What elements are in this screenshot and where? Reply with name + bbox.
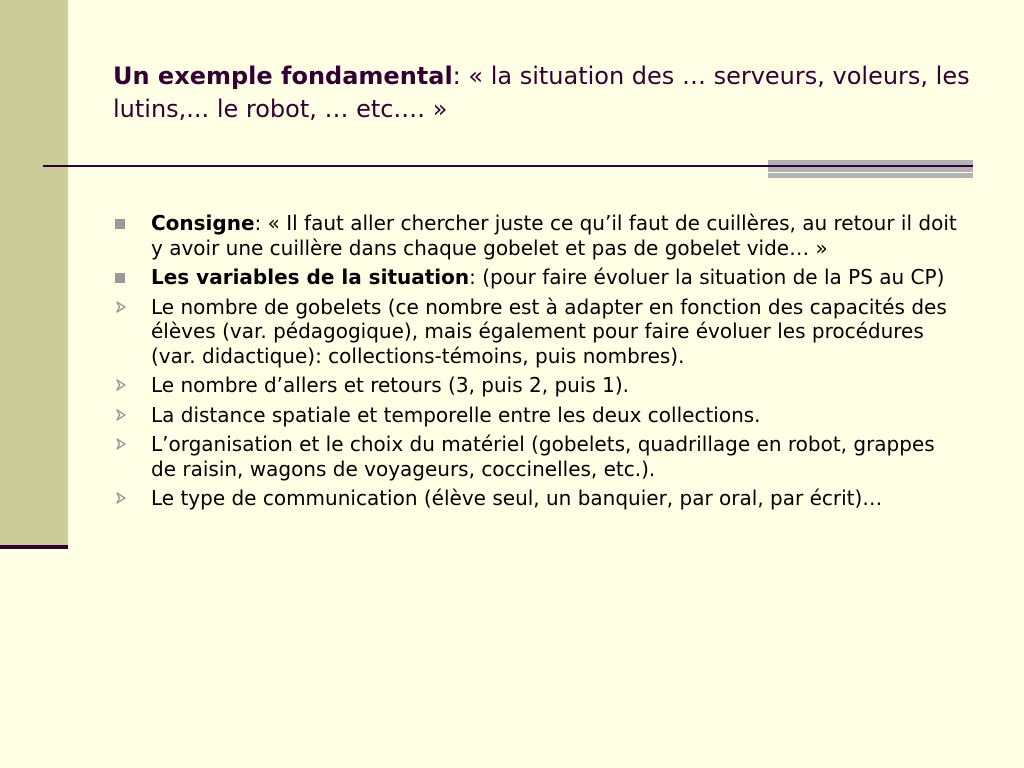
bullet-list bbox=[113, 211, 963, 516]
item-bold-label: Les variables de la situation bbox=[151, 265, 470, 289]
item-text: : (pour faire évoluer la situation de la PS au CP) bbox=[469, 265, 945, 289]
list-item-consigne bbox=[113, 211, 963, 260]
arrow-bullet-icon bbox=[113, 403, 129, 427]
left-decorative-line bbox=[0, 545, 68, 549]
list-item-materiel bbox=[113, 432, 963, 481]
left-decorative-band bbox=[0, 0, 68, 545]
square-bullet-icon bbox=[115, 273, 125, 283]
item-text: : « Il faut aller chercher juste ce qu’il faut de cuillères, au retour il doit y avoir une cuillère dans chaque gobelet et pas de gobelet vide… » bbox=[151, 211, 957, 260]
item-text: L’organisation et le choix du matériel (gobelets, quadrillage en robot, grappes de raisin, wagons de voyageurs, coccinelles, etc.). bbox=[151, 432, 935, 481]
arrow-bullet-icon bbox=[113, 373, 129, 397]
item-text: Le nombre de gobelets (ce nombre est à adapter en fonction des capacités des élèves (var. pédagogique), mais également pour faire évoluer les procédures (var. didactique): collections-témoins, puis nombres). bbox=[151, 294, 947, 368]
list-item-variables bbox=[113, 265, 963, 290]
list-item-allers-retours bbox=[113, 373, 963, 398]
slide-title-rest: : « la situation des … serveurs, voleurs, les lutins,... le robot, … etc.… » bbox=[113, 62, 970, 123]
arrow-bullet-icon bbox=[113, 295, 129, 319]
list-item-distance bbox=[113, 403, 963, 428]
grey-stripes-decoration bbox=[768, 160, 973, 178]
square-bullet-icon bbox=[115, 219, 125, 229]
list-item-communication bbox=[113, 486, 963, 511]
list-item-gobelets bbox=[113, 295, 963, 369]
slide-title bbox=[113, 60, 983, 126]
slide-title-bold: Un exemple fondamental bbox=[113, 62, 453, 90]
grey-stripe bbox=[768, 173, 973, 178]
arrow-bullet-icon bbox=[113, 432, 129, 456]
arrow-bullet-icon bbox=[113, 486, 129, 510]
item-text: Le type de communication (élève seul, un banquier, par oral, par écrit)… bbox=[151, 486, 883, 510]
item-text: Le nombre d’allers et retours (3, puis 2, puis 1). bbox=[151, 373, 630, 397]
grey-stripe bbox=[768, 160, 973, 165]
grey-stripe bbox=[768, 167, 973, 172]
item-text: La distance spatiale et temporelle entre les deux collections. bbox=[151, 402, 761, 427]
item-bold-label: Consigne bbox=[151, 211, 255, 235]
